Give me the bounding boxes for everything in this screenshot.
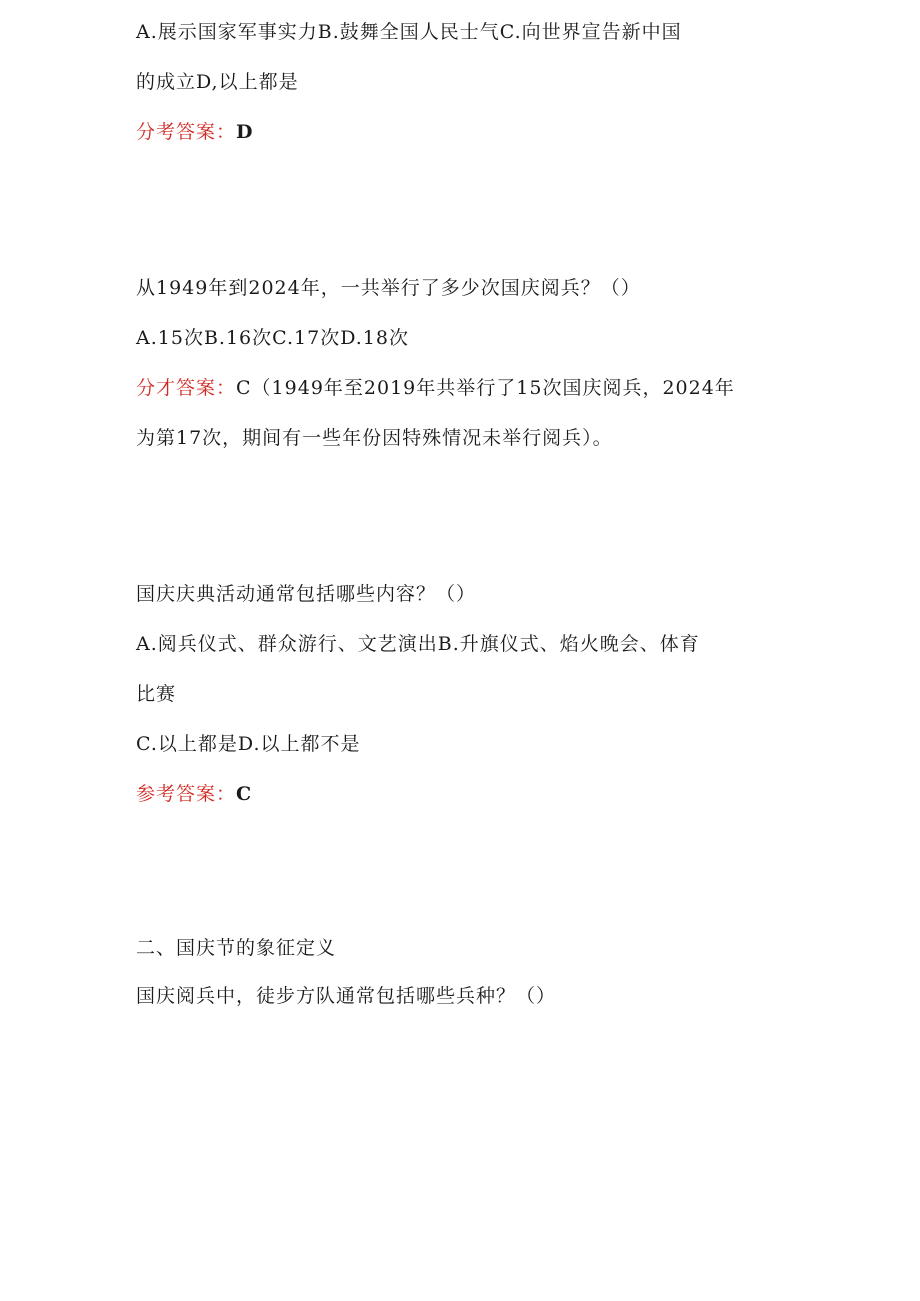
q3-options-line3: C.以上都是D.以上都不是 — [136, 733, 361, 755]
answer-label: 参考答案： — [136, 783, 237, 805]
q1-answer — [136, 120, 254, 144]
q3-question: 国庆庆典活动通常包括哪些内容？（） — [136, 583, 477, 605]
q1-options-line2: 的成立D,以上都是 — [136, 71, 299, 93]
q2-question: 从1949年到2024年，一共举行了多少次国庆阅兵？（） — [136, 277, 641, 299]
q2-answer — [136, 376, 735, 400]
answer-value: C — [236, 783, 253, 805]
q2-options: A.15次B.16次C.17次D.18次 — [136, 327, 409, 349]
answer-label: 分考答案： — [136, 121, 237, 143]
q2-answer-line2: 为第17次，期间有一些年份因特殊情况未举行阅兵）。 — [136, 427, 613, 449]
answer-text-line1: C（1949年至2019年共举行了15次国庆阅兵，2024年 — [236, 377, 735, 399]
q3-answer — [136, 782, 252, 806]
section2-heading: 二、国庆节的象征定义 — [136, 937, 337, 959]
answer-label: 分才答案： — [136, 377, 237, 399]
q3-options-line2: 比赛 — [136, 683, 177, 705]
answer-value: D — [236, 121, 254, 143]
q1-options-line1: A.展示国家军事实力B.鼓舞全国人民士气C.向世界宣告新中国 — [136, 21, 682, 43]
section2-question: 国庆阅兵中，徒步方队通常包括哪些兵种？（） — [136, 985, 557, 1007]
q3-options-line1: A.阅兵仪式、群众游行、文艺演出B.升旗仪式、焰火晚会、体育 — [136, 633, 700, 655]
